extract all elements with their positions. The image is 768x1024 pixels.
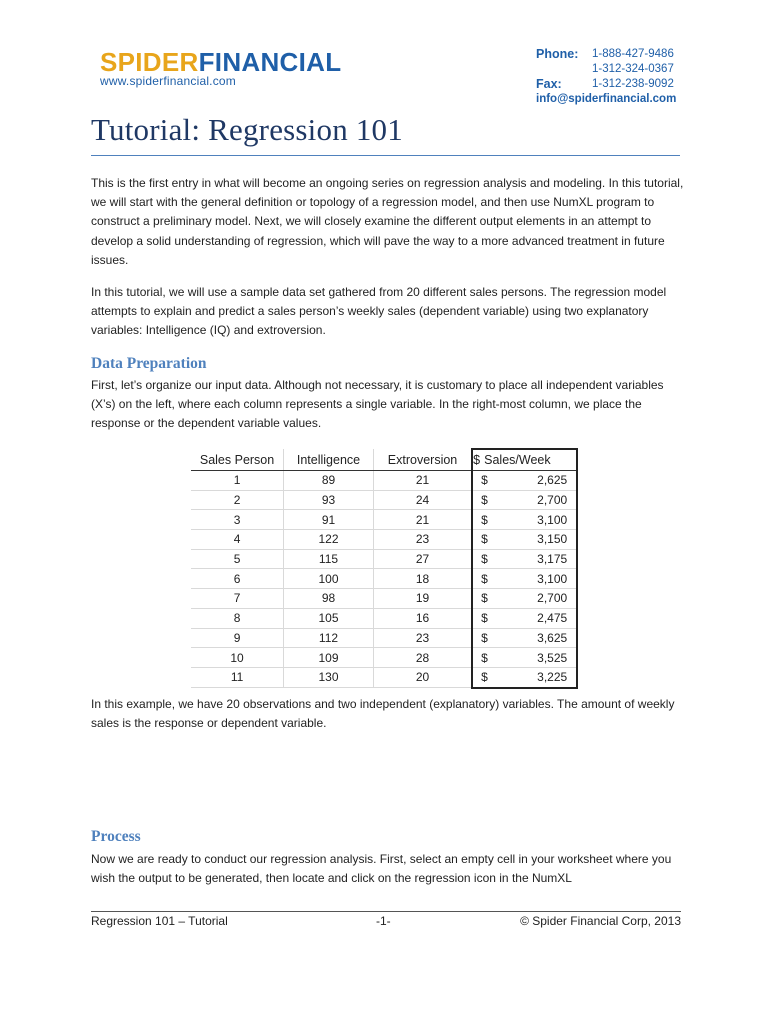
cell-intelligence: 105 (284, 608, 374, 628)
cell-extroversion: 23 (373, 628, 472, 648)
cell-extroversion: 21 (373, 471, 472, 491)
currency-symbol: $ (481, 473, 488, 488)
table-row (191, 569, 577, 589)
currency-symbol: $ (481, 493, 488, 508)
cell-sales-person: 6 (191, 569, 284, 589)
sales-amount: 3,525 (537, 650, 568, 665)
cell-extroversion: 21 (373, 510, 472, 530)
currency-symbol: $ (481, 650, 488, 665)
currency-symbol: $ (481, 611, 488, 626)
cell-intelligence: 109 (284, 648, 374, 668)
table-row (191, 667, 577, 687)
currency-symbol: $ (481, 630, 488, 645)
cell-sales-person: 5 (191, 549, 284, 569)
cell-intelligence: 91 (284, 510, 374, 530)
header-sales-week-label: Sales/Week (484, 453, 551, 467)
cell-intelligence: 130 (284, 667, 374, 687)
header-sales-person: Sales Person (191, 449, 284, 471)
cell-intelligence: 100 (284, 569, 374, 589)
footer-page-number: -1- (376, 914, 391, 928)
cell-intelligence: 122 (284, 530, 374, 550)
table-row (191, 589, 577, 609)
intro-paragraph-1: This is the first entry in what will become an ongoing series on regression analysis and modeling. In this tutorial, we will start with the general definition or topology of a regression model, and then use NumXL program to construct a preliminary model. Next, we will closely examine the different output elements in an attempt to develop a solid understanding of regression, which will pave the way to a more advanced treatment in future issues. (91, 176, 684, 267)
cell-sales-person: 2 (191, 490, 284, 510)
process-text: Now we are ready to conduct our regression analysis. First, select an empty cell in your worksheet where you wish the output to be generated, then locate and click on the regression icon in the NumXL (91, 852, 672, 886)
header-currency-symbol: $ (473, 453, 481, 467)
sales-amount: 3,175 (537, 552, 568, 567)
header-intelligence: Intelligence (284, 449, 374, 471)
sales-amount: 2,700 (537, 493, 568, 508)
cell-extroversion: 28 (373, 648, 472, 668)
phone-number-1: 1-888-427-9486 (592, 48, 674, 60)
phone-label: Phone: (536, 47, 579, 61)
cell-intelligence: 93 (284, 490, 374, 510)
table-row (191, 510, 577, 530)
cell-sales-week (472, 569, 577, 589)
cell-sales-week (472, 648, 577, 668)
website-url: www.spiderfinancial.com (100, 74, 236, 88)
header-sales-week (472, 449, 577, 471)
footer-doc-title: Regression 101 – Tutorial (91, 914, 228, 928)
cell-sales-person: 11 (191, 667, 284, 687)
fax-number: 1-312-238-9092 (592, 78, 674, 90)
data-preparation-text: First, let’s organize our input data. Although not necessary, it is customary to place all independent variables (X’s) on the left, where each column represents a single variable. In the right-most column, we place the response or the dependent variable values. (91, 378, 664, 431)
process-heading: Process (91, 828, 141, 845)
brand-financial: FINANCIAL (198, 47, 342, 77)
sales-amount: 3,100 (537, 512, 568, 527)
cell-sales-week (472, 490, 577, 510)
cell-extroversion: 18 (373, 569, 472, 589)
cell-extroversion: 16 (373, 608, 472, 628)
title-divider (91, 155, 680, 156)
cell-extroversion: 20 (373, 667, 472, 687)
currency-symbol: $ (481, 591, 488, 606)
cell-intelligence: 89 (284, 471, 374, 491)
header-extroversion: Extroversion (373, 449, 472, 471)
table-header-row (191, 449, 577, 471)
currency-symbol: $ (481, 552, 488, 567)
sales-amount: 3,225 (537, 670, 568, 685)
cell-sales-week (472, 471, 577, 491)
sales-amount: 2,625 (537, 473, 568, 488)
brand-spider: SPIDER (100, 47, 199, 77)
footer-divider (91, 911, 681, 912)
cell-sales-person: 7 (191, 589, 284, 609)
cell-sales-person: 1 (191, 471, 284, 491)
table-row (191, 608, 577, 628)
currency-symbol: $ (481, 571, 488, 586)
currency-symbol: $ (481, 532, 488, 547)
cell-sales-week (472, 530, 577, 550)
cell-sales-week (472, 589, 577, 609)
cell-sales-week (472, 510, 577, 530)
table-row (191, 648, 577, 668)
cell-sales-person: 8 (191, 608, 284, 628)
fax-label: Fax: (536, 77, 562, 91)
table-body (191, 471, 577, 688)
cell-extroversion: 27 (373, 549, 472, 569)
cell-sales-week (472, 628, 577, 648)
table-row (191, 628, 577, 648)
cell-sales-week (472, 667, 577, 687)
cell-extroversion: 23 (373, 530, 472, 550)
sales-amount: 2,700 (537, 591, 568, 606)
company-logo (100, 48, 341, 88)
cell-extroversion: 24 (373, 490, 472, 510)
page-title: Tutorial: Regression 101 (91, 112, 403, 147)
email-address: info@spiderfinancial.com (536, 93, 677, 105)
sales-amount: 3,625 (537, 630, 568, 645)
table-row (191, 549, 577, 569)
table-row (191, 490, 577, 510)
contact-block (536, 47, 676, 107)
intro-paragraph-2: In this tutorial, we will use a sample data set gathered from 20 different sales persons. The regression model attempts to explain and predict a sales person’s weekly sales (dependent variable) using two explanatory variables: Intelligence (IQ) and extroversion. (91, 285, 667, 338)
cell-sales-person: 3 (191, 510, 284, 530)
cell-sales-person: 10 (191, 648, 284, 668)
cell-intelligence: 112 (284, 628, 374, 648)
currency-symbol: $ (481, 512, 488, 527)
brand-name (100, 48, 341, 76)
currency-symbol: $ (481, 670, 488, 685)
example-paragraph: In this example, we have 20 observations and two independent (explanatory) variables. The amount of weekly sales is the response or dependent variable. (91, 697, 675, 731)
cell-sales-person: 4 (191, 530, 284, 550)
cell-intelligence: 98 (284, 589, 374, 609)
cell-extroversion: 19 (373, 589, 472, 609)
data-preparation-heading: Data Preparation (91, 355, 207, 372)
sales-amount: 3,150 (537, 532, 568, 547)
phone-number-2: 1-312-324-0367 (592, 63, 674, 75)
sales-data-table (191, 448, 578, 689)
cell-sales-week (472, 608, 577, 628)
sales-amount: 2,475 (537, 611, 568, 626)
footer-copyright: © Spider Financial Corp, 2013 (520, 914, 681, 928)
sales-amount: 3,100 (537, 571, 568, 586)
table-row (191, 471, 577, 491)
cell-sales-week (472, 549, 577, 569)
cell-sales-person: 9 (191, 628, 284, 648)
cell-intelligence: 115 (284, 549, 374, 569)
table-row (191, 530, 577, 550)
